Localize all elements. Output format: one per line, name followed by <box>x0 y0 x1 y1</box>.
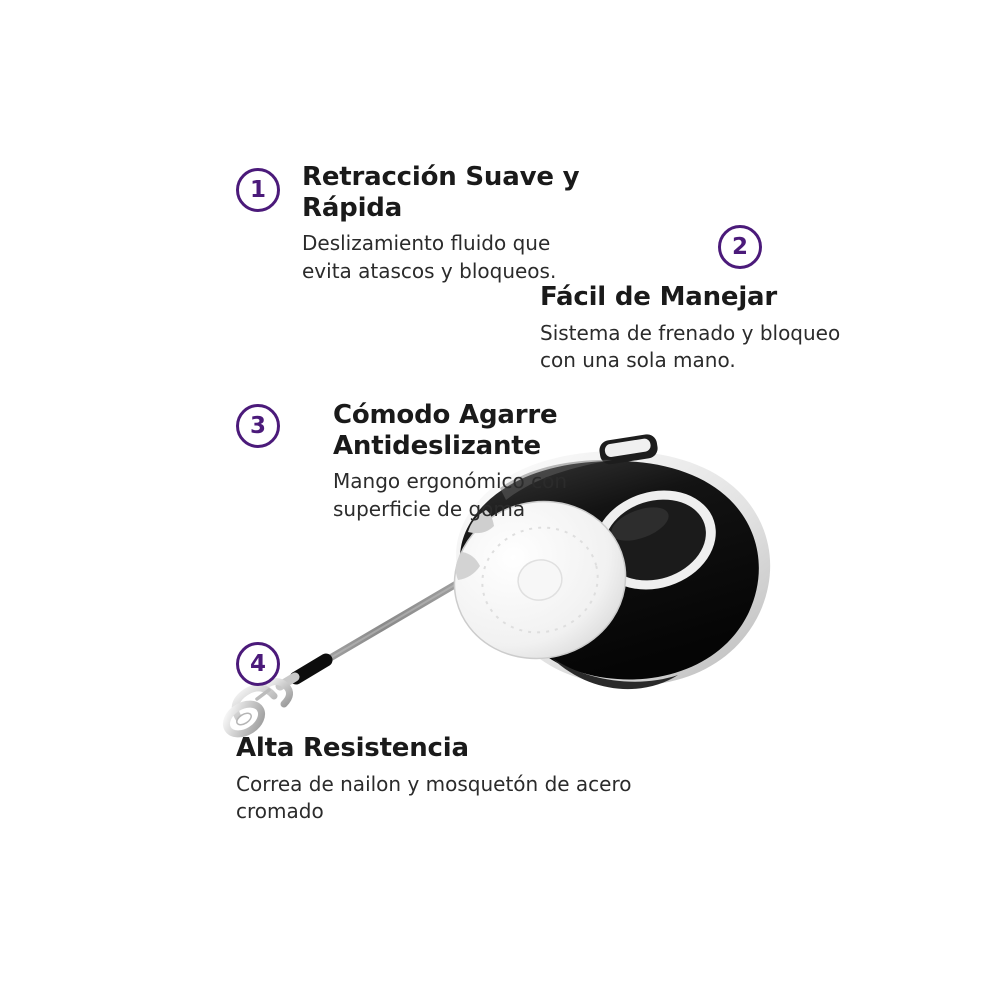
feature-badge-3-number: 3 <box>249 412 266 439</box>
feature-badge-4-number: 4 <box>249 650 266 677</box>
feature-title-3: Cómodo Agarre Antideslizante <box>333 400 558 461</box>
feature-block-4 <box>236 733 666 826</box>
feature-title-4: Alta Resistencia <box>236 733 469 763</box>
feature-title-2: Fácil de Manejar <box>540 282 778 312</box>
feature-body-4: Correa de nailon y mosquetón de acero cromado <box>236 771 632 824</box>
feature-block-3 <box>333 400 633 524</box>
feature-body-1: Deslizamiento fluido que evita atascos y bloqueos. <box>302 231 557 283</box>
feature-badge-2 <box>718 225 762 269</box>
metal-clip <box>221 677 295 740</box>
feature-badge-2-number: 2 <box>731 233 748 260</box>
feature-block-1 <box>302 162 602 286</box>
feature-badge-1-number: 1 <box>249 176 266 203</box>
feature-badge-4 <box>236 642 280 686</box>
feature-block-2 <box>540 282 860 375</box>
feature-badge-3 <box>236 404 280 448</box>
feature-body-2: Sistema de frenado y bloqueo con una sola mano. <box>540 320 841 373</box>
strap-stopper <box>296 660 326 678</box>
feature-body-3: Mango ergonómico con superficie de goma <box>333 469 568 521</box>
feature-title-1: Retracción Suave y Rápida <box>302 162 580 223</box>
feature-badge-1 <box>236 168 280 212</box>
